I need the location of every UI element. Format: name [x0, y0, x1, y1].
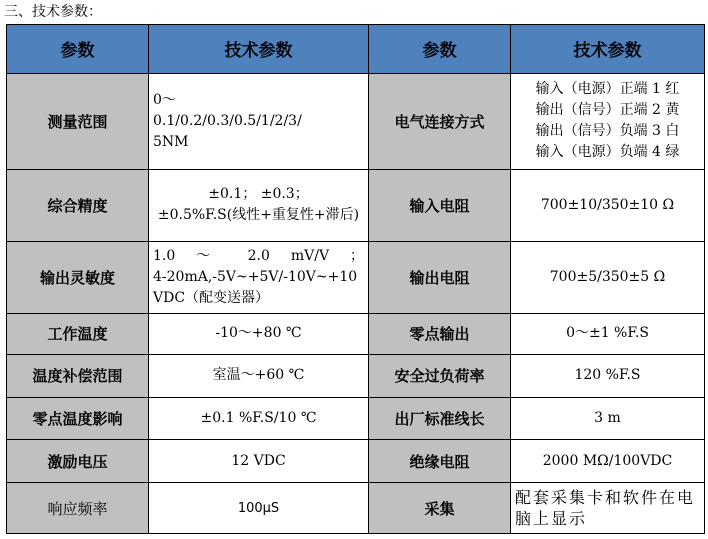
row-label: 响应频率 — [7, 483, 149, 534]
row-label: 出厂标准线长 — [369, 397, 511, 440]
row-value: 2000 MΩ/100VDC — [511, 440, 705, 483]
row-value: 12 VDC — [149, 440, 369, 483]
row-value: 1.0 ～ 2.0 mV/V ； 4-20mA,-5V~+5V/-10V~+10VDC（配变送器） — [149, 241, 369, 313]
table-row — [7, 73, 705, 169]
row-label: 工作温度 — [7, 314, 149, 355]
table-row — [7, 397, 705, 440]
row-label: 绝缘电阻 — [369, 440, 511, 483]
header-param-2: 参数 — [369, 25, 511, 74]
row-label: 综合精度 — [7, 169, 149, 241]
row-label: 电气连接方式 — [369, 73, 511, 169]
row-value: 100μS — [149, 483, 369, 534]
table-header-row — [7, 25, 705, 74]
table-row — [7, 483, 705, 534]
row-value: 输入（电源）正端 1 红 输出（信号）正端 2 黄 输出（信号）负端 3 白 输入（电源）负端 4 绿 — [511, 73, 705, 169]
row-label: 零点温度影响 — [7, 397, 149, 440]
row-value: 配套采集卡和软件在电脑上显示 — [511, 483, 705, 534]
header-param-1: 参数 — [7, 25, 149, 74]
row-value: 700±5/350±5 Ω — [511, 241, 705, 313]
header-spec-2: 技术参数 — [511, 25, 705, 74]
row-label: 温度补偿范围 — [7, 354, 149, 397]
row-value: 3 m — [511, 397, 705, 440]
spec-table — [6, 24, 705, 534]
row-value: 0～±1 %F.S — [511, 314, 705, 355]
section-heading: 三、技术参数： — [4, 4, 102, 20]
row-value: 室温～+60 ℃ — [149, 354, 369, 397]
row-label: 输出灵敏度 — [7, 241, 149, 313]
row-label: 零点输出 — [369, 314, 511, 355]
row-value: 700±10/350±10 Ω — [511, 169, 705, 241]
row-label: 输入电阻 — [369, 169, 511, 241]
header-spec-1: 技术参数 — [149, 25, 369, 74]
table-row — [7, 354, 705, 397]
row-value: 120 %F.S — [511, 354, 705, 397]
row-label: 安全过负荷率 — [369, 354, 511, 397]
row-label: 激励电压 — [7, 440, 149, 483]
table-row — [7, 440, 705, 483]
row-label: 采集 — [369, 483, 511, 534]
table-row — [7, 241, 705, 313]
row-value: 0～ 0.1/0.2/0.3/0.5/1/2/3/ 5NM — [149, 73, 369, 169]
row-value: -10～+80 ℃ — [149, 314, 369, 355]
table-row — [7, 314, 705, 355]
row-label: 输出电阻 — [369, 241, 511, 313]
row-value: ±0.1； ±0.3； ±0.5%F.S(线性+重复性+滞后) — [149, 169, 369, 241]
table-row — [7, 169, 705, 241]
row-label: 测量范围 — [7, 73, 149, 169]
row-value: ±0.1 %F.S/10 ℃ — [149, 397, 369, 440]
